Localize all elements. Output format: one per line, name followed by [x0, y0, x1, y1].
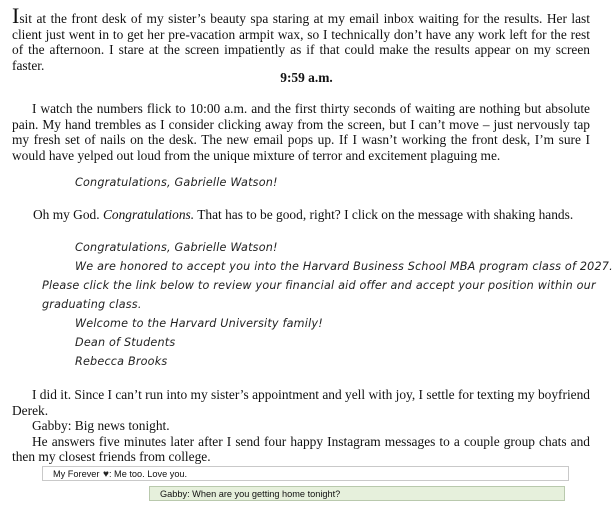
email-preview-line: Congratulations, Gabrielle Watson!: [75, 176, 278, 189]
email-signoff-title: Dean of Students: [75, 336, 176, 349]
reaction-text-before: Oh my God.: [33, 207, 103, 222]
email-welcome-line: Welcome to the Harvard University family!: [75, 317, 323, 330]
opening-paragraph-text: sit at the front desk of my sister’s beauty spa staring at my email inbox waiting for the results. Her last client just went in to get her pre-vacation armpit wax, so I technically don’t have any work left for the rest of the afternoon. I stare at the screen impatiently as if that could make the results appear on my screen faster.: [12, 11, 590, 73]
sent-message-text: Gabby: When are you getting home tonight?: [160, 489, 341, 499]
reaction-paragraph: [33, 207, 573, 223]
email-instructions-continued: graduating class.: [42, 298, 142, 311]
email-instructions-line: Please click the link below to review your financial aid offer and accept your position within our: [42, 279, 596, 292]
closing-line-3: He answers five minutes later after I send four happy Instagram messages to a couple group chats and then my closest friends from college.: [12, 433, 590, 465]
message-sender: My Forever: [53, 469, 103, 479]
closing-paragraph: [12, 387, 590, 465]
closing-line-1: I did it. Since I can’t run into my sister’s appointment and yell with joy, I settle for texting my boyfriend Derek.: [12, 387, 590, 418]
waiting-paragraph: I watch the numbers flick to 10:00 a.m. and the first thirty seconds of waiting are nothing but absolute pain. My hand trembles as I consider clicking away from the screen, but I can’t move – just nervously tap my fresh set of nails on the desk. The new email pops up. If I wasn’t working the front desk, I’m sure I would have yelped out loud from the unique mixture of terror and excitement plaguing me.: [12, 101, 590, 163]
received-message-text: : Me too. Love you.: [108, 469, 188, 479]
timestamp-heading: 9:59 a.m.: [280, 70, 333, 85]
heart-icon: ♥: [103, 469, 109, 480]
drop-cap: I: [12, 3, 20, 28]
reaction-emphasis: Congratulations.: [102, 207, 195, 222]
sent-message-bubble: [149, 486, 565, 501]
email-signoff-name: Rebecca Brooks: [75, 355, 168, 368]
email-acceptance-line: We are honored to accept you into the Harvard Business School MBA program class of 2027.: [75, 260, 613, 273]
opening-paragraph: [12, 3, 590, 73]
email-greeting: Congratulations, Gabrielle Watson!: [75, 241, 278, 254]
closing-line-2: Gabby: Big news tonight.: [32, 418, 170, 434]
reaction-text-after: That has to be good, right? I click on the message with shaking hands.: [194, 207, 574, 222]
received-message-bubble: [42, 466, 569, 481]
